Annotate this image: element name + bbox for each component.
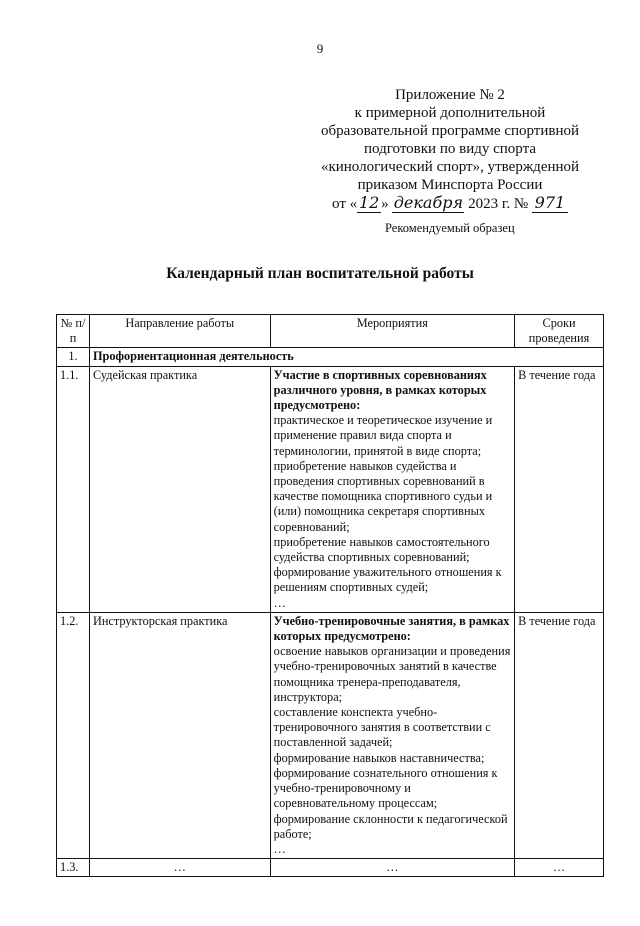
recommended-sample-label: Рекомендуемый образец [385,221,515,235]
activity-item: формирование склонности к педагогической работе; [273,811,508,841]
row-activities: … [270,859,514,877]
activity-item: освоение навыков организации и проведения учебно-тренировочных занятий в качестве помощника тренера-преподавателя, инструктора; [273,644,511,704]
activity-item: приобретение навыков судейства и проведения спортивных соревнований в качестве помощника спортивного судьи и (или) помощника секретаря спортивных соревнований; [273,458,493,534]
activity-item: приобретение навыков самостоятельного судейства спортивных соревнований; [273,534,490,565]
row-activities [270,366,514,612]
table-row [57,366,604,612]
activity-item: … [273,841,286,856]
row-number: 1.3. [57,859,90,877]
table-header-row [57,315,604,348]
appendix-line: подготовки по виду спорта [364,141,536,157]
order-day: 12 [358,193,380,212]
activity-item: составление конспекта учебно-тренировочного занятия в соответствии с поставленной задачей; [273,705,491,750]
row-term: В течение года [515,366,604,612]
close-quote: » [381,196,389,212]
activity-item: практическое и теоретическое изучение и применение правил вида спорта и терминологии, принятой в виде спорта; [273,413,493,458]
plan-table [56,314,604,877]
page-number: 9 [316,41,324,56]
row-direction: … [89,859,270,877]
header-terms: Сроки проведения [515,315,604,348]
row-number: 1.2. [57,612,90,858]
order-month: декабря [393,193,464,212]
appendix-line: к примерной дополнительной [354,105,546,121]
header-activities: Мероприятия [270,315,514,348]
from-label: от « [332,196,358,212]
section-row [57,348,604,366]
order-year: 2023 г. № [468,196,529,212]
order-number: 971 [532,194,568,213]
appendix-line: образовательной программе спортивной [320,123,580,139]
activity-item: формирование уважительного отношения к решениям спортивных судей; [273,565,502,595]
activity-item: формирование навыков наставничества; [273,750,485,765]
appendix-line: «кинологический спорт», утвержденной [320,159,580,175]
row-activities [270,612,514,858]
row-term: В течение года [515,612,604,858]
appendix-block [300,86,600,213]
row-number: 1.1. [57,366,90,612]
order-date-line [300,194,600,213]
document-title: Календарный план воспитательной работы [166,265,474,282]
row-direction: Инструкторская практика [89,612,270,858]
header-number: № п/п [57,315,90,348]
activity-title: Участие в спортивных соревнованиях различного уровня, в рамках которых предусмотрено: [273,367,487,413]
row-direction: Судейская практика [89,366,270,612]
activity-item: формирование сознательного отношения к учебно-тренировочному и соревновательному процессам; [273,765,498,811]
table-row [57,859,604,877]
appendix-line: приказом Минспорта России [357,177,543,193]
header-direction: Направление работы [89,315,270,348]
row-term: … [515,859,604,877]
table-row [57,612,604,858]
activity-title: Учебно-тренировочные занятия, в рамках которых предусмотрено: [273,613,510,644]
activity-item: … [273,595,286,610]
appendix-line: Приложение № 2 [395,87,505,103]
section-title: Профориентационная деятельность [89,348,603,366]
section-number: 1. [57,348,90,366]
